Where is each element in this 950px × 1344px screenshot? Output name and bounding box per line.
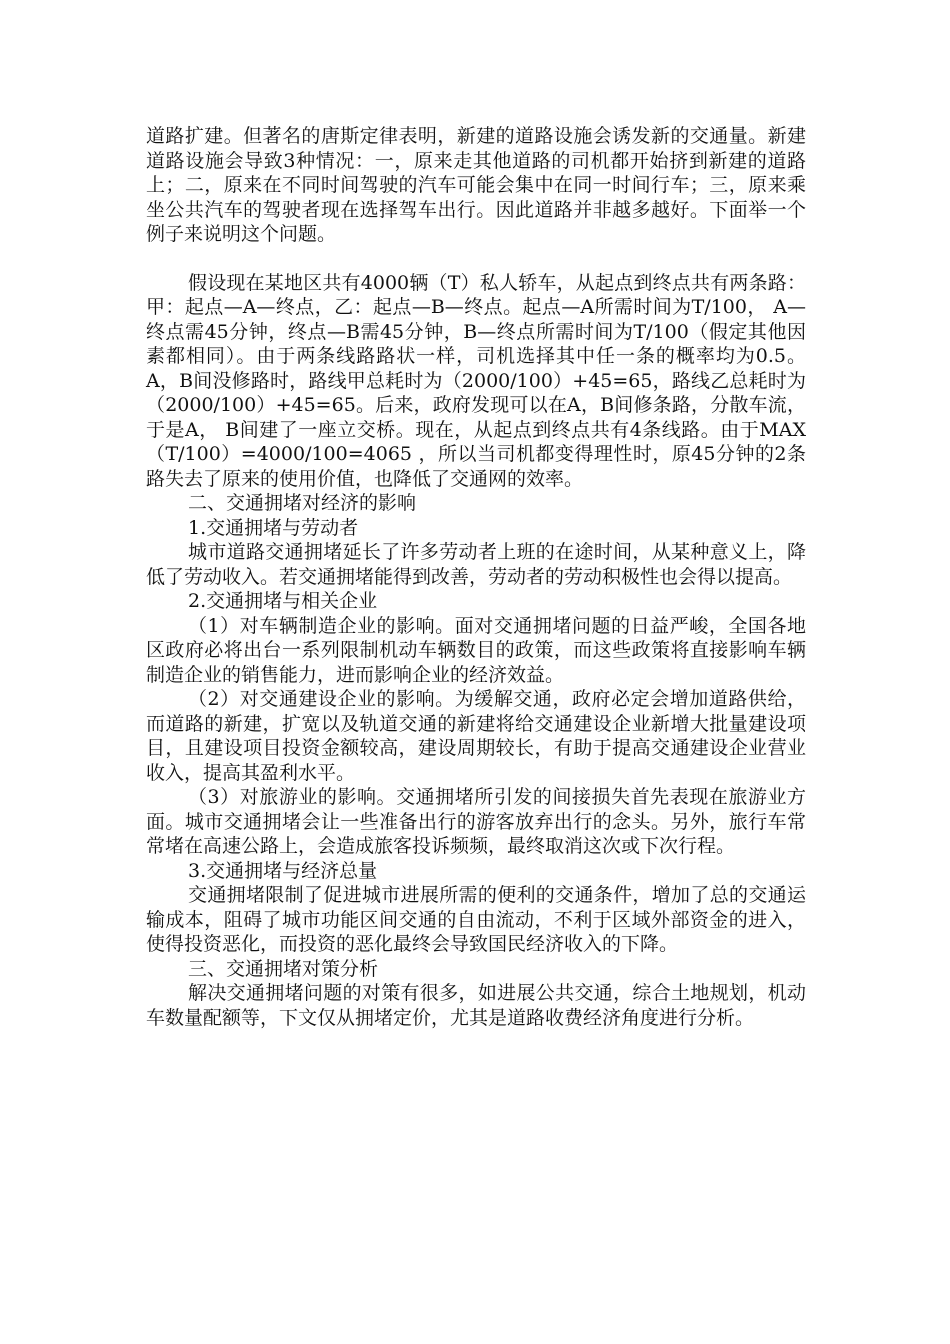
subheading-workers: 1.交通拥堵与劳动者: [188, 516, 359, 539]
paragraph-tourism: （3）对旅游业的影响。交通拥堵所引发的间接损失首先表现在旅游业方面。城市交通拥堵会让一些准备出行的游客放弃出行的念头。另外，旅行车常常堵在高速公路上，会造成旅客投诉频频，最终取消这次或下次行程。: [146, 786, 806, 857]
paragraph-gap: [146, 247, 806, 271]
subheading-economic-total: 3.交通拥堵与经济总量: [188, 859, 378, 882]
subheading-enterprises: 2.交通拥堵与相关企业: [188, 590, 378, 612]
paragraph-example: 假设现在某地区共有4000辆（T）私人轿车，从起点到终点共有两条路：甲：起点—A—终点，乙：起点—B—终点。起点—A所需时间为T/100， A—终点需45分钟，终点—B需45分钟，B—终点所需时间为T/100（假定其他因素都相同）。由于两条线路路状一样，司机选择其中任一条的概率均为0.5。A，B间没修路时，路线甲总耗时为（2000/100）+45=65，路线乙总耗时为（2000/100）+45=65。后来，政府发现可以在A，B间修条路，分散车流，于是A， B间建了一座立交桥。现在，从起点到终点共有4条线路。由于MAX（T/100）=4000/100=4065 ，所以当司机都变得理性时，原45分钟的2条路失去了原来的使用价值，也降低了交通网的效率。: [146, 271, 806, 490]
paragraph-vehicle-makers: （1）对车辆制造企业的影响。面对交通拥堵问题的日益严峻，全国各地区政府必将出台一系列限制机动车辆数目的政策，而这些政策将直接影响车辆制造企业的销售能力，进而影响企业的经济效益。: [146, 614, 806, 686]
paragraph-economic-total: 交通拥堵限制了促进城市进展所需的便利的交通条件，增加了总的交通运输成本，阻碍了城市功能区间交通的自由流动，不利于区域外部资金的进入，使得投资恶化，而投资的恶化最终会导致国民经济收入的下降。: [146, 884, 806, 955]
document-body: [146, 124, 806, 1030]
paragraph-workers: 城市道路交通拥堵延长了许多劳动者上班的在途时间，从某种意义上，降低了劳动收入。若交通拥堵能得到改善，劳动者的劳动积极性也会得以提高。: [146, 541, 806, 588]
section-heading-economic-impact: 二、交通拥堵对经济的影响: [188, 492, 417, 514]
paragraph-construction: （2）对交通建设企业的影响。为缓解交通，政府必定会增加道路供给，而道路的新建，扩宽以及轨道交通的新建将给交通建设企业新增大批量建设项目，且建设项目投资金额较高，建设周期较长，有助于提高交通建设企业营业收入，提高其盈利水平。: [146, 688, 806, 784]
paragraph-countermeasures: 解决交通拥堵问题的对策有很多，如进展公共交通，综合土地规划，机动车数量配额等，下文仅从拥堵定价，尤其是道路收费经济角度进行分析。: [146, 982, 806, 1029]
paragraph-downs-law: 道路扩建。但著名的唐斯定律表明，新建的道路设施会诱发新的交通量。新建道路设施会导致3种情况：一，原来走其他道路的司机都开始挤到新建的道路上；二，原来在不同时间驾驶的汽车可能会集中在同一时间行车；三，原来乘坐公共汽车的驾驶者现在选择驾车出行。因此道路并非越多越好。下面举一个例子来说明这个问题。: [146, 125, 806, 245]
section-heading-countermeasures: 三、交通拥堵对策分析: [188, 957, 379, 980]
